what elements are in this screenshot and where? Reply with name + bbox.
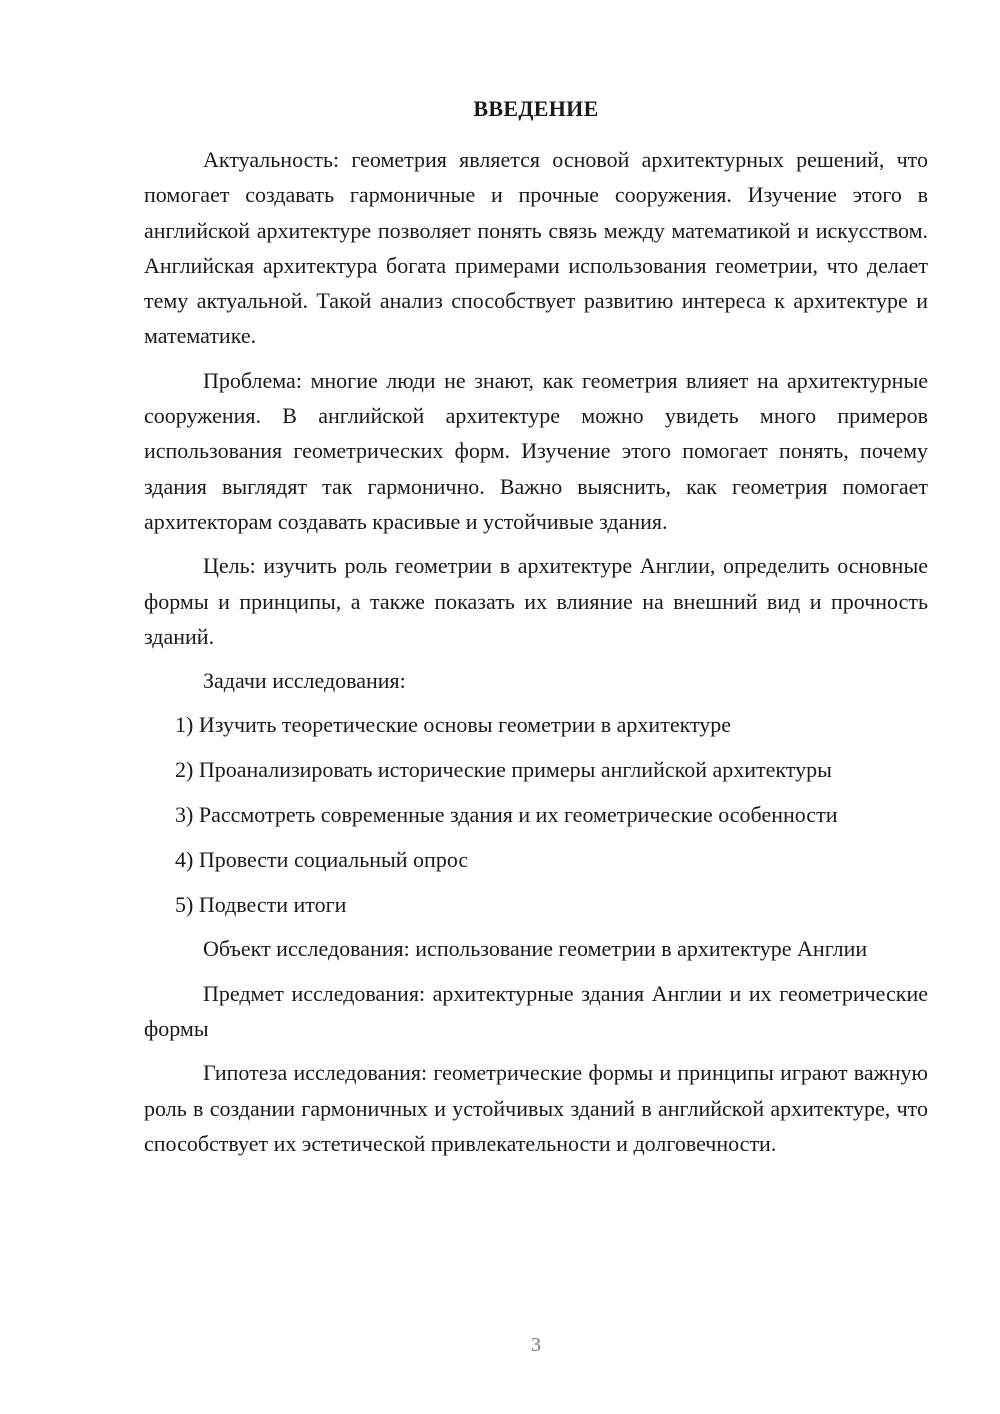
tasks-heading: Задачи исследования:	[203, 668, 406, 694]
list-item-number: 4)	[175, 846, 194, 872]
list-item-number: 1)	[175, 712, 194, 738]
list-item-number: 3)	[175, 802, 194, 828]
list-item	[144, 752, 928, 787]
list-item-number: 5)	[175, 891, 194, 917]
list-item	[144, 797, 928, 832]
paragraph-hypothesis: Гипотеза исследования: геометрические формы и принципы играют важную роль в создании гармоничных и устойчивых зданий в английской архитектуре, что способствует их эстетической привлекательности и долговечности.	[144, 1060, 928, 1156]
list-item-number: 2)	[175, 757, 194, 783]
paragraph-goal: Цель: изучить роль геометрии в архитектуре Англии, определить основные формы и принципы, а также показать их влияние на внешний вид и прочность зданий.	[144, 553, 928, 649]
tasks-list	[144, 707, 928, 921]
paragraph-object: Объект исследования: использование геометрии в архитектуре Англии	[203, 936, 868, 962]
list-item-text: Подвести итоги	[198, 891, 347, 917]
list-item-text: Провести социальный опрос	[198, 846, 469, 872]
page-number: 3	[531, 1334, 541, 1356]
list-item	[144, 707, 928, 742]
list-item-text: Рассмотреть современные здания и их геометрические особенности	[198, 802, 838, 828]
paragraph-problem: Проблема: многие люди не знают, как геометрия влияет на архитектурные сооружения. В английской архитектуре можно увидеть много примеров использования геометрических форм. Изучение этого помогает понять, почему здания выглядят так гармонично. Важно выяснить, как геометрия помогает архитекторам создавать красивые и устойчивые здания.	[144, 367, 928, 534]
list-item	[144, 842, 928, 877]
document-body	[144, 142, 928, 1170]
paragraph-relevance: Актуальность: геометрия является основой архитектурных решений, что помогает создавать гармоничные и прочные сооружения. Изучение этого в английской архитектуре позволяет понять связь между математикой и искусством. Английская архитектура богата примерами использования геометрии, что делает тему актуальной. Такой анализ способствует развитию интереса к архитектуре и математике.	[144, 147, 928, 349]
list-item-text: Изучить теоретические основы геометрии в архитектуре	[198, 712, 732, 738]
list-item-text: Проанализировать исторические примеры английской архитектуры	[198, 757, 832, 783]
paragraph-subject: Предмет исследования: архитектурные здания Англии и их геометрические формы	[144, 980, 928, 1042]
list-item	[144, 887, 928, 922]
page-title: ВВЕДЕНИЕ	[473, 96, 599, 121]
